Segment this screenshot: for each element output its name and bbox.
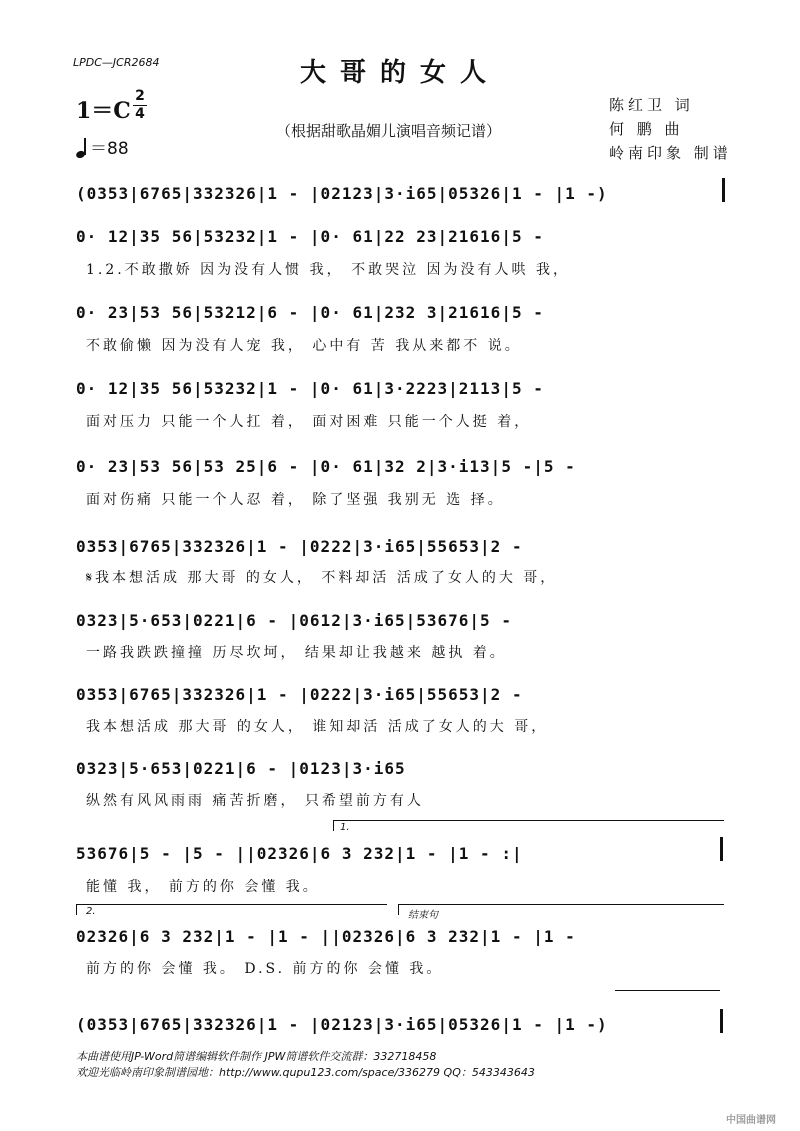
coda-bracket (398, 904, 724, 915)
score-line-12: (0353|6765|332326|1 - |02123|3·i65|05326|1 - |1 -) (76, 1015, 608, 1034)
lyrics-line-3: 不敢偷懒 因为没有人宠 我， 心中有 苦 我从来都不 说。 (86, 338, 522, 354)
tempo-mark (76, 134, 129, 159)
score-line-10: 53676|5 - |5 - ||02326|6 3 232|1 - |1 - :| (76, 844, 523, 863)
lyrics-line-2: 1.2.不敢撒娇 因为没有人惯 我， 不敢哭泣 因为没有人哄 我， (86, 262, 570, 278)
end-bar (722, 178, 725, 202)
repeat-end-bar (720, 837, 723, 861)
lyrics-line-5: 面对伤痛 只能一个人忍 着， 除了坚强 我别无 选 择。 (86, 492, 505, 508)
time-signature-top: 2 (135, 88, 145, 104)
score-line-11: 02326|6 3 232|1 - |1 - ||02326|6 3 232|1 - |1 - (76, 927, 576, 946)
second-ending-label: 2. (86, 906, 96, 917)
lyrics-line-11: 前方的你 会懂 我。 D.S. 前方的你 会懂 我。 (86, 961, 444, 977)
key-signature: 1＝C (76, 98, 131, 124)
footer-software: 本曲谱使用JP-Word简谱编辑软件制作 JPW简谱软件交流群：332718458 (76, 1050, 437, 1063)
second-ending-bracket (76, 904, 387, 915)
score-line-7: 0323|5·653|0221|6 - |0612|3·i65|53676|5 - (76, 611, 512, 630)
score-line-8: 0353|6765|332326|1 - |0222|3·i65|55653|2 - (76, 685, 523, 704)
credit-lyricist: 陈红卫 词 (609, 96, 694, 114)
score-line-5: 0· 23|53 56|53 25|6 - |0· 61|32 2|3·i13|5 -|5 - (76, 457, 576, 476)
credit-composer: 何 鹏 曲 (609, 120, 684, 138)
lyrics-line-10: 能懂 我， 前方的你 会懂 我。 (86, 879, 320, 895)
lyrics-line-9: 纵然有风风雨雨 痛苦折磨， 只希望前方有人 (86, 793, 424, 809)
score-line-1: (0353|6765|332326|1 - |02123|3·i65|05326|1 - |1 -) (76, 184, 608, 203)
lyrics-line-6: 𝄋我本想活成 那大哥 的女人， 不料却活 活成了女人的大 哥， (86, 570, 558, 586)
score-code: LPDC—JCR2684 (73, 56, 160, 69)
lyrics-line-4: 面对压力 只能一个人扛 着， 面对困难 只能一个人挺 着， (86, 414, 532, 430)
final-bar (720, 1009, 723, 1033)
time-signature (133, 89, 147, 122)
score-line-9: 0323|5·653|0221|6 - |0123|3·i65 (76, 759, 406, 778)
score-line-2: 0· 12|35 56|53232|1 - |0· 61|22 23|21616|5 - (76, 227, 544, 246)
score-line-6: 0353|6765|332326|1 - |0222|3·i65|55653|2 - (76, 537, 523, 556)
lyrics-line-8: 我本想活成 那大哥 的女人， 谁知却活 活成了女人的大 哥， (86, 719, 549, 735)
watermark: 中国曲谱网 (726, 1115, 776, 1126)
time-signature-bottom: 4 (135, 106, 145, 122)
coda-label: 结束句 (408, 910, 438, 921)
credit-arranger: 岭南印象 制谱 (609, 144, 732, 162)
first-ending-bracket (333, 820, 724, 831)
song-title: 大哥的女人 (299, 58, 500, 88)
score-line-4: 0· 12|35 56|53232|1 - |0· 61|3·2223|2113|5 - (76, 379, 544, 398)
footer-website: 欢迎光临岭南印象制谱园地：http://www.qupu123.com/space/336279 QQ：543343643 (76, 1066, 535, 1079)
first-ending-label: 1. (340, 822, 350, 833)
ending-bracket (615, 990, 720, 1001)
quarter-note-icon (76, 138, 90, 158)
subtitle: （根据甜歌晶媚儿演唱音频记谱） (276, 122, 502, 140)
score-line-3: 0· 23|53 56|53212|6 - |0· 61|232 3|21616|5 - (76, 303, 544, 322)
lyrics-line-7: 一路我跌跌撞撞 历尽坎坷， 结果却让我越来 越执 着。 (86, 645, 507, 661)
tempo-value: ＝88 (90, 139, 129, 159)
